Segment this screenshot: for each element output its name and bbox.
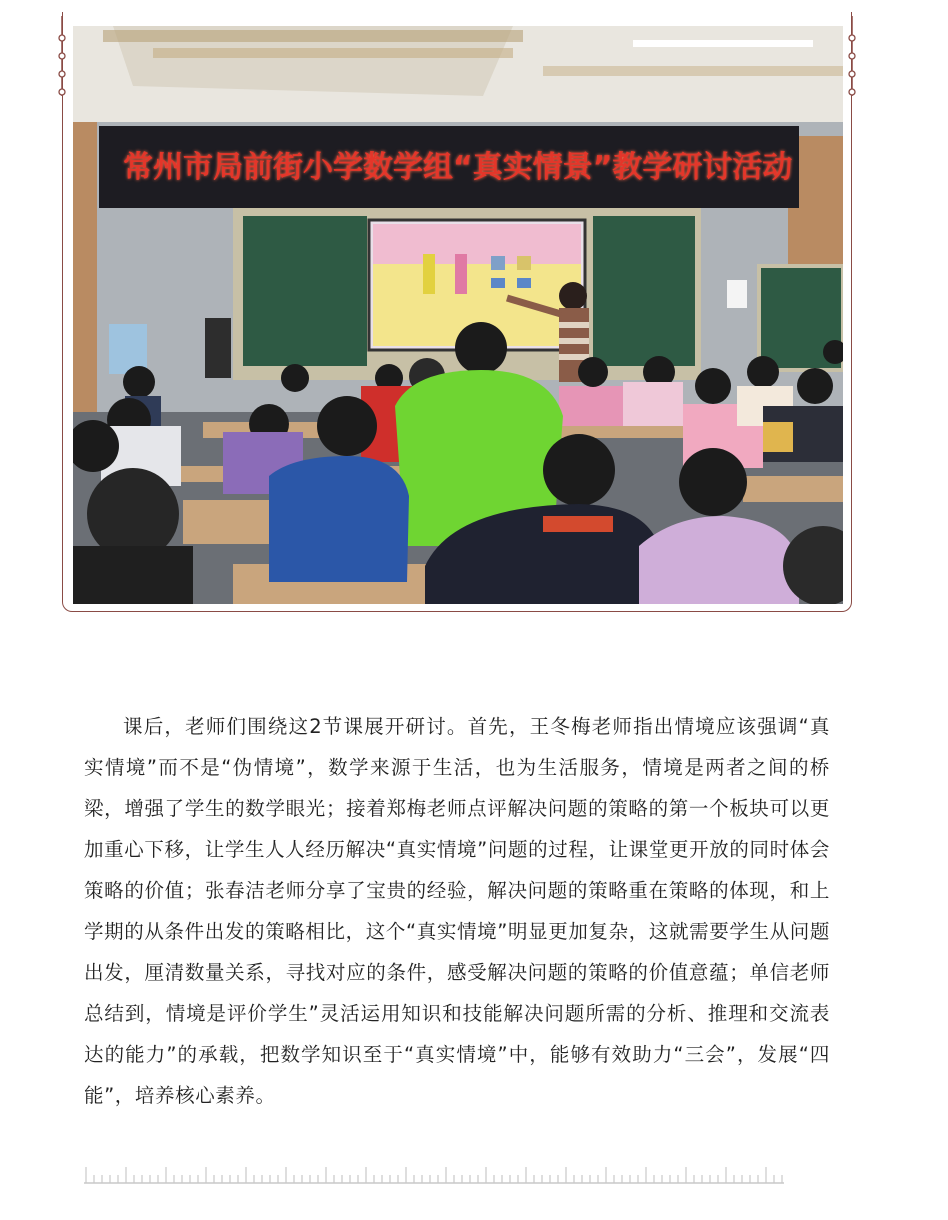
ruler-divider	[84, 1163, 784, 1187]
frame-ornament-right	[846, 16, 858, 96]
led-banner-text: 常州市局前街小学数学组“真实情景”教学研讨活动	[123, 150, 793, 185]
classroom-photo	[73, 26, 843, 604]
article-paragraph: 课后，老师们围绕这2节课展开研讨。首先，王冬梅老师指出情境应该强调“真实情境”而不是“伪情境”，数学来源于生活，也为生活服务，情境是两者之间的桥梁，增强了学生的数学眼光；接着郑梅老师点评解决问题的策略的第一个板块可以更加重心下移，让学生人人经历解决“真实情境”问题的过程，让课堂更开放的同时体会策略的价值；张春洁老师分享了宝贵的经验，解决问题的策略重在策略的体现，和上学期的从条件出发的策略相比，这个“真实情境”明显更加复杂，这就需要学生从问题出发，厘清数量关系，寻找对应的条件，感受解决问题的策略的价值意蕴；单信老师总结到，情境是评价学生”灵活运用知识和技能解决问题所需的分析、推理和交流表达的能力”的承载，把数学知识至于“真实情境”中，能够有效助力“三会”，发展“四能”，培养核心素养。	[84, 715, 830, 1107]
frame-ornament-left	[56, 16, 68, 96]
